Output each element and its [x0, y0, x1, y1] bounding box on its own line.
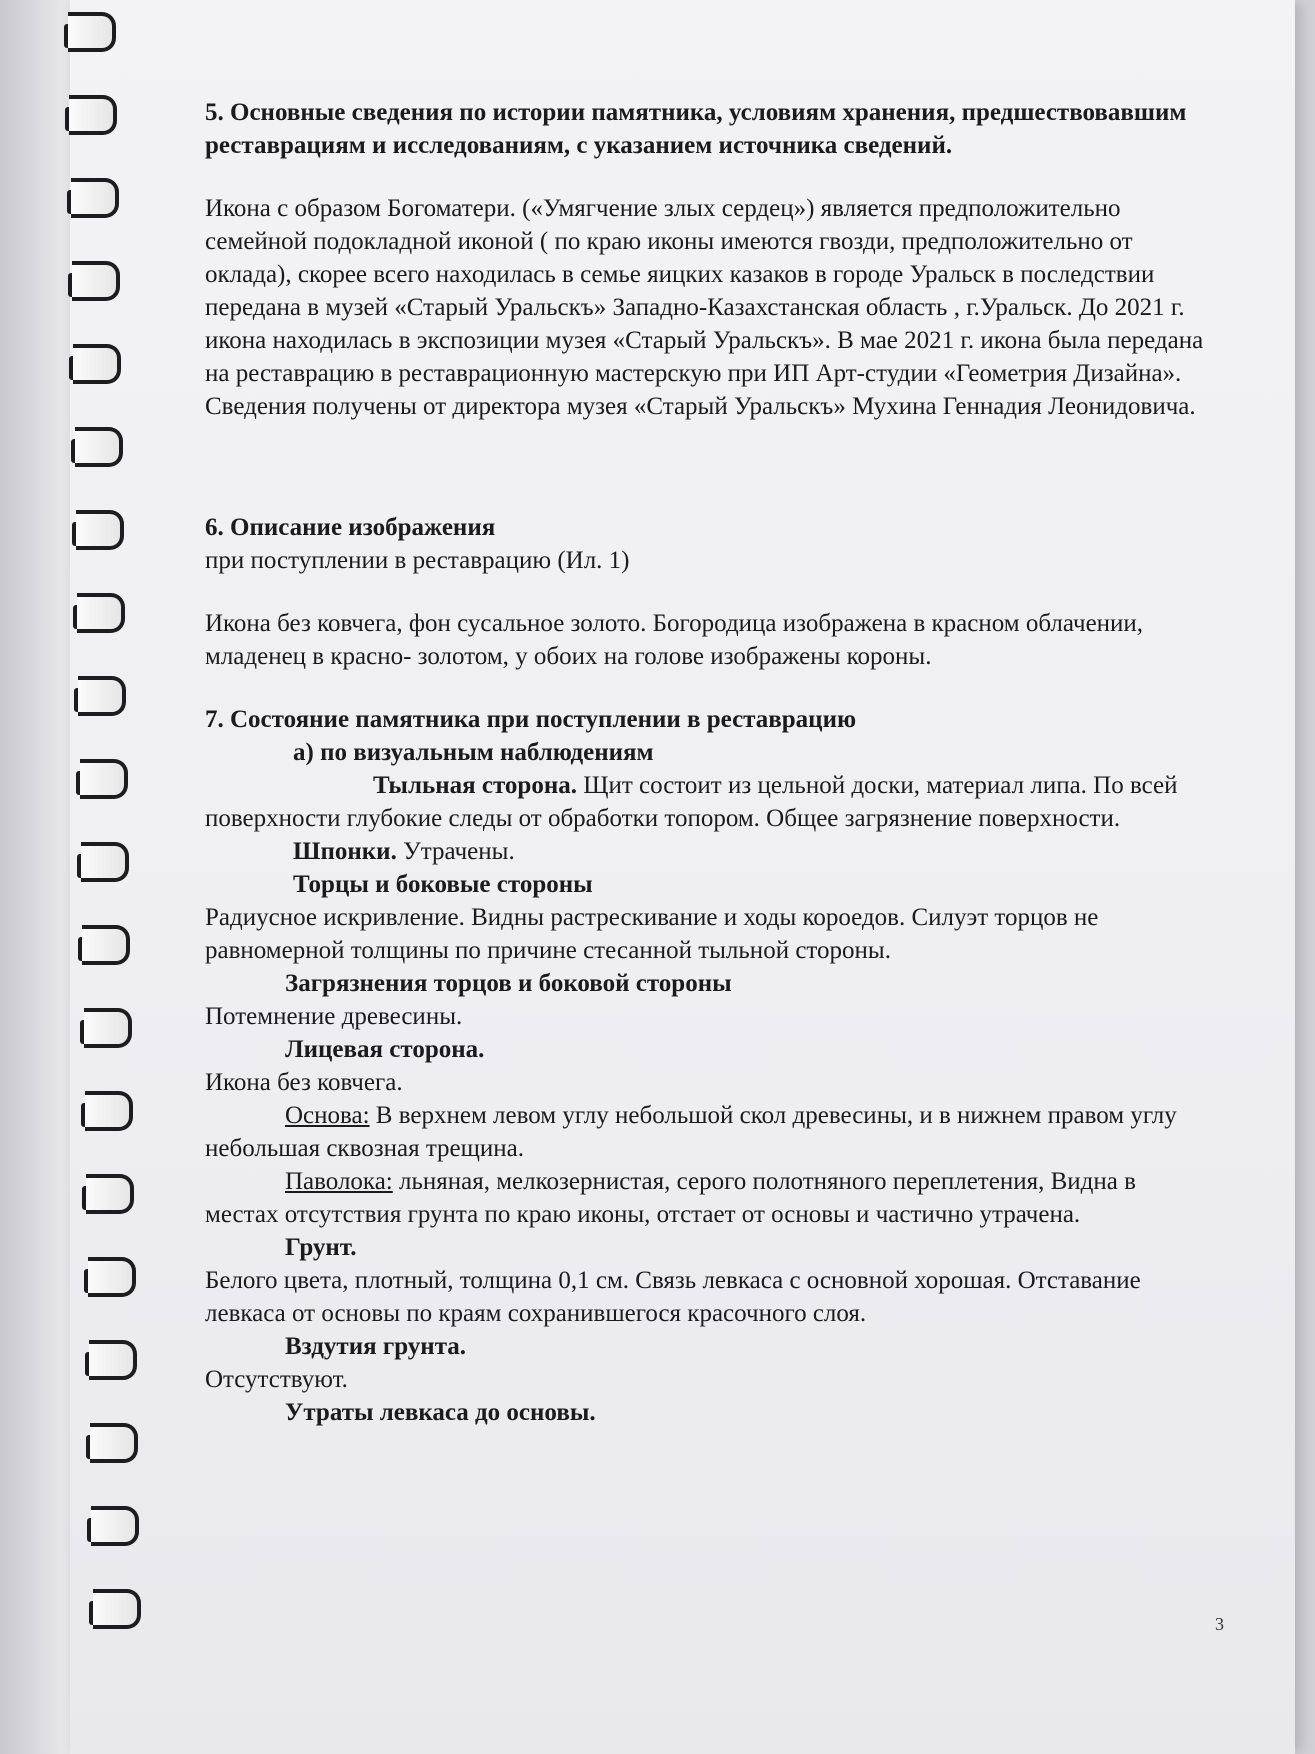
base-paragraph — [205, 1099, 1215, 1165]
section-7-heading: 7. Состояние памятника при поступлении в реставрацию — [205, 706, 857, 733]
binding-ring — [65, 840, 131, 884]
cloth-label: Паволока: — [285, 1168, 393, 1195]
keys-paragraph — [205, 835, 1215, 868]
binding-loop — [86, 1174, 134, 1214]
binding-loop — [73, 344, 121, 384]
binding-ring — [64, 757, 130, 801]
binding-ring — [75, 1504, 141, 1548]
binding-loop — [68, 12, 116, 52]
binding-ring — [56, 259, 122, 303]
page-number: 3 — [1215, 1614, 1224, 1634]
loss-label: Утраты левкаса до основы. — [285, 1399, 596, 1426]
binding-ring — [62, 674, 128, 718]
ground-text: Белого цвета, плотный, толщина 0,1 см. Связь левкаса с основной хорошая. Отставание левкаса от основы по краям сохранившегося красочного слоя. — [205, 1267, 1141, 1327]
spiral-binding — [0, 0, 150, 1754]
binding-ring — [52, 10, 118, 54]
binding-ring — [68, 1006, 134, 1050]
section-6-heading: 6. Описание изображения — [205, 514, 496, 541]
back-side-paragraph — [205, 769, 1215, 835]
binding-ring — [60, 508, 126, 552]
binding-loop — [91, 1506, 139, 1546]
keys-label: Шпонки. — [293, 838, 397, 865]
binding-loop — [72, 261, 120, 301]
page-text — [205, 96, 1215, 1429]
section-6-subheading: при поступлении в реставрацию (Ил. 1) — [205, 547, 630, 574]
binding-loop — [75, 427, 123, 467]
binding-ring — [59, 425, 125, 469]
binding-loop — [89, 1340, 137, 1380]
binding-loop — [71, 178, 119, 218]
swell-text: Отсутствуют. — [205, 1366, 348, 1393]
binding-ring — [55, 176, 121, 220]
binding-loop — [76, 510, 124, 550]
section-5-body: Икона с образом Богоматери. («Умягчение злых сердец») является предположительно семейной подокладной иконой ( по краю иконы имеются гвозди, предположительно от оклада), скорее всего находилась в семье яицких казаков в городе Уральск в последствии передана в музей «Старый Уральскъ» Западно-Казахстанская область , г.Уральск. До 2021 г. икона находилась в экспозиции музея «Старый Уральскъ». В мае 2021 г. икона была передана на реставрацию в реставрационную мастерскую при ИП Арт-студии «Геометрия Дизайна». Сведения получены от директора музея «Старый Уральскъ» Мухина Геннадия Леонидовича. — [205, 195, 1204, 420]
binding-loop — [78, 676, 126, 716]
binding-loop — [69, 95, 117, 135]
base-label: Основа: — [285, 1102, 370, 1129]
ends-label: Торцы и боковые стороны — [293, 871, 593, 898]
front-label: Лицевая сторона. — [285, 1036, 485, 1063]
binding-ring — [72, 1255, 138, 1299]
binding-ring — [61, 591, 127, 635]
binding-loop — [80, 759, 128, 799]
binding-ring — [69, 1089, 135, 1133]
back-side-label: Тыльная сторона. — [373, 772, 577, 799]
ends-text: Радиусное искривление. Видны растрескивание и ходы короедов. Силуэт торцов не равномерной толщины по причине стесанной тыльной стороны. — [205, 904, 1099, 964]
binding-loop — [88, 1257, 136, 1297]
keys-text: Утрачены. — [403, 838, 515, 865]
binding-loop — [82, 925, 130, 965]
swell-label: Вздутия грунта. — [285, 1333, 467, 1360]
back-side-text: Щит состоит из цельной доски, материал липа. По всей поверхности глубокие следы от обработки топором. Общее загрязнение поверхности. — [205, 772, 1178, 832]
ground-label: Грунт. — [285, 1234, 357, 1261]
dirt-label: Загрязнения торцов и боковой стороны — [285, 970, 732, 997]
binding-loop — [90, 1423, 138, 1463]
binding-ring — [66, 923, 132, 967]
binding-loop — [93, 1589, 141, 1629]
binding-ring — [74, 1421, 140, 1465]
binding-loop — [84, 1008, 132, 1048]
section-7-sub-a: а) по визуальным наблюдениям — [293, 739, 654, 766]
cloth-text: льняная, мелкозернистая, серого полотняного переплетения, Видна в местах отсутствия грунта по краю иконы, отстает от основы и частично утрачена. — [205, 1168, 1136, 1228]
binding-ring — [57, 342, 123, 386]
cloth-paragraph — [205, 1165, 1215, 1231]
binding-ring — [77, 1587, 143, 1631]
binding-ring — [73, 1338, 139, 1382]
binding-ring — [70, 1172, 136, 1216]
binding-loop — [81, 842, 129, 882]
section-6-body: Икона без ковчега, фон сусальное золото. Богородица изображена в красном облачении, младенец в красно- золотом, у обоих на голове изображены короны. — [205, 610, 1144, 670]
base-text: В верхнем левом углу небольшой скол древесины, и в нижнем правом углу небольшая сквозная трещина. — [205, 1102, 1177, 1162]
binding-loop — [77, 593, 125, 633]
section-5-heading: 5. Основные сведения по истории памятника, условиям хранения, предшествовавшим реставрациям и исследованиям, с указанием источника сведений. — [205, 99, 1187, 159]
binding-ring — [53, 93, 119, 137]
binding-loop — [85, 1091, 133, 1131]
front-text: Икона без ковчега. — [205, 1069, 403, 1096]
dirt-text: Потемнение древесины. — [205, 1003, 463, 1030]
